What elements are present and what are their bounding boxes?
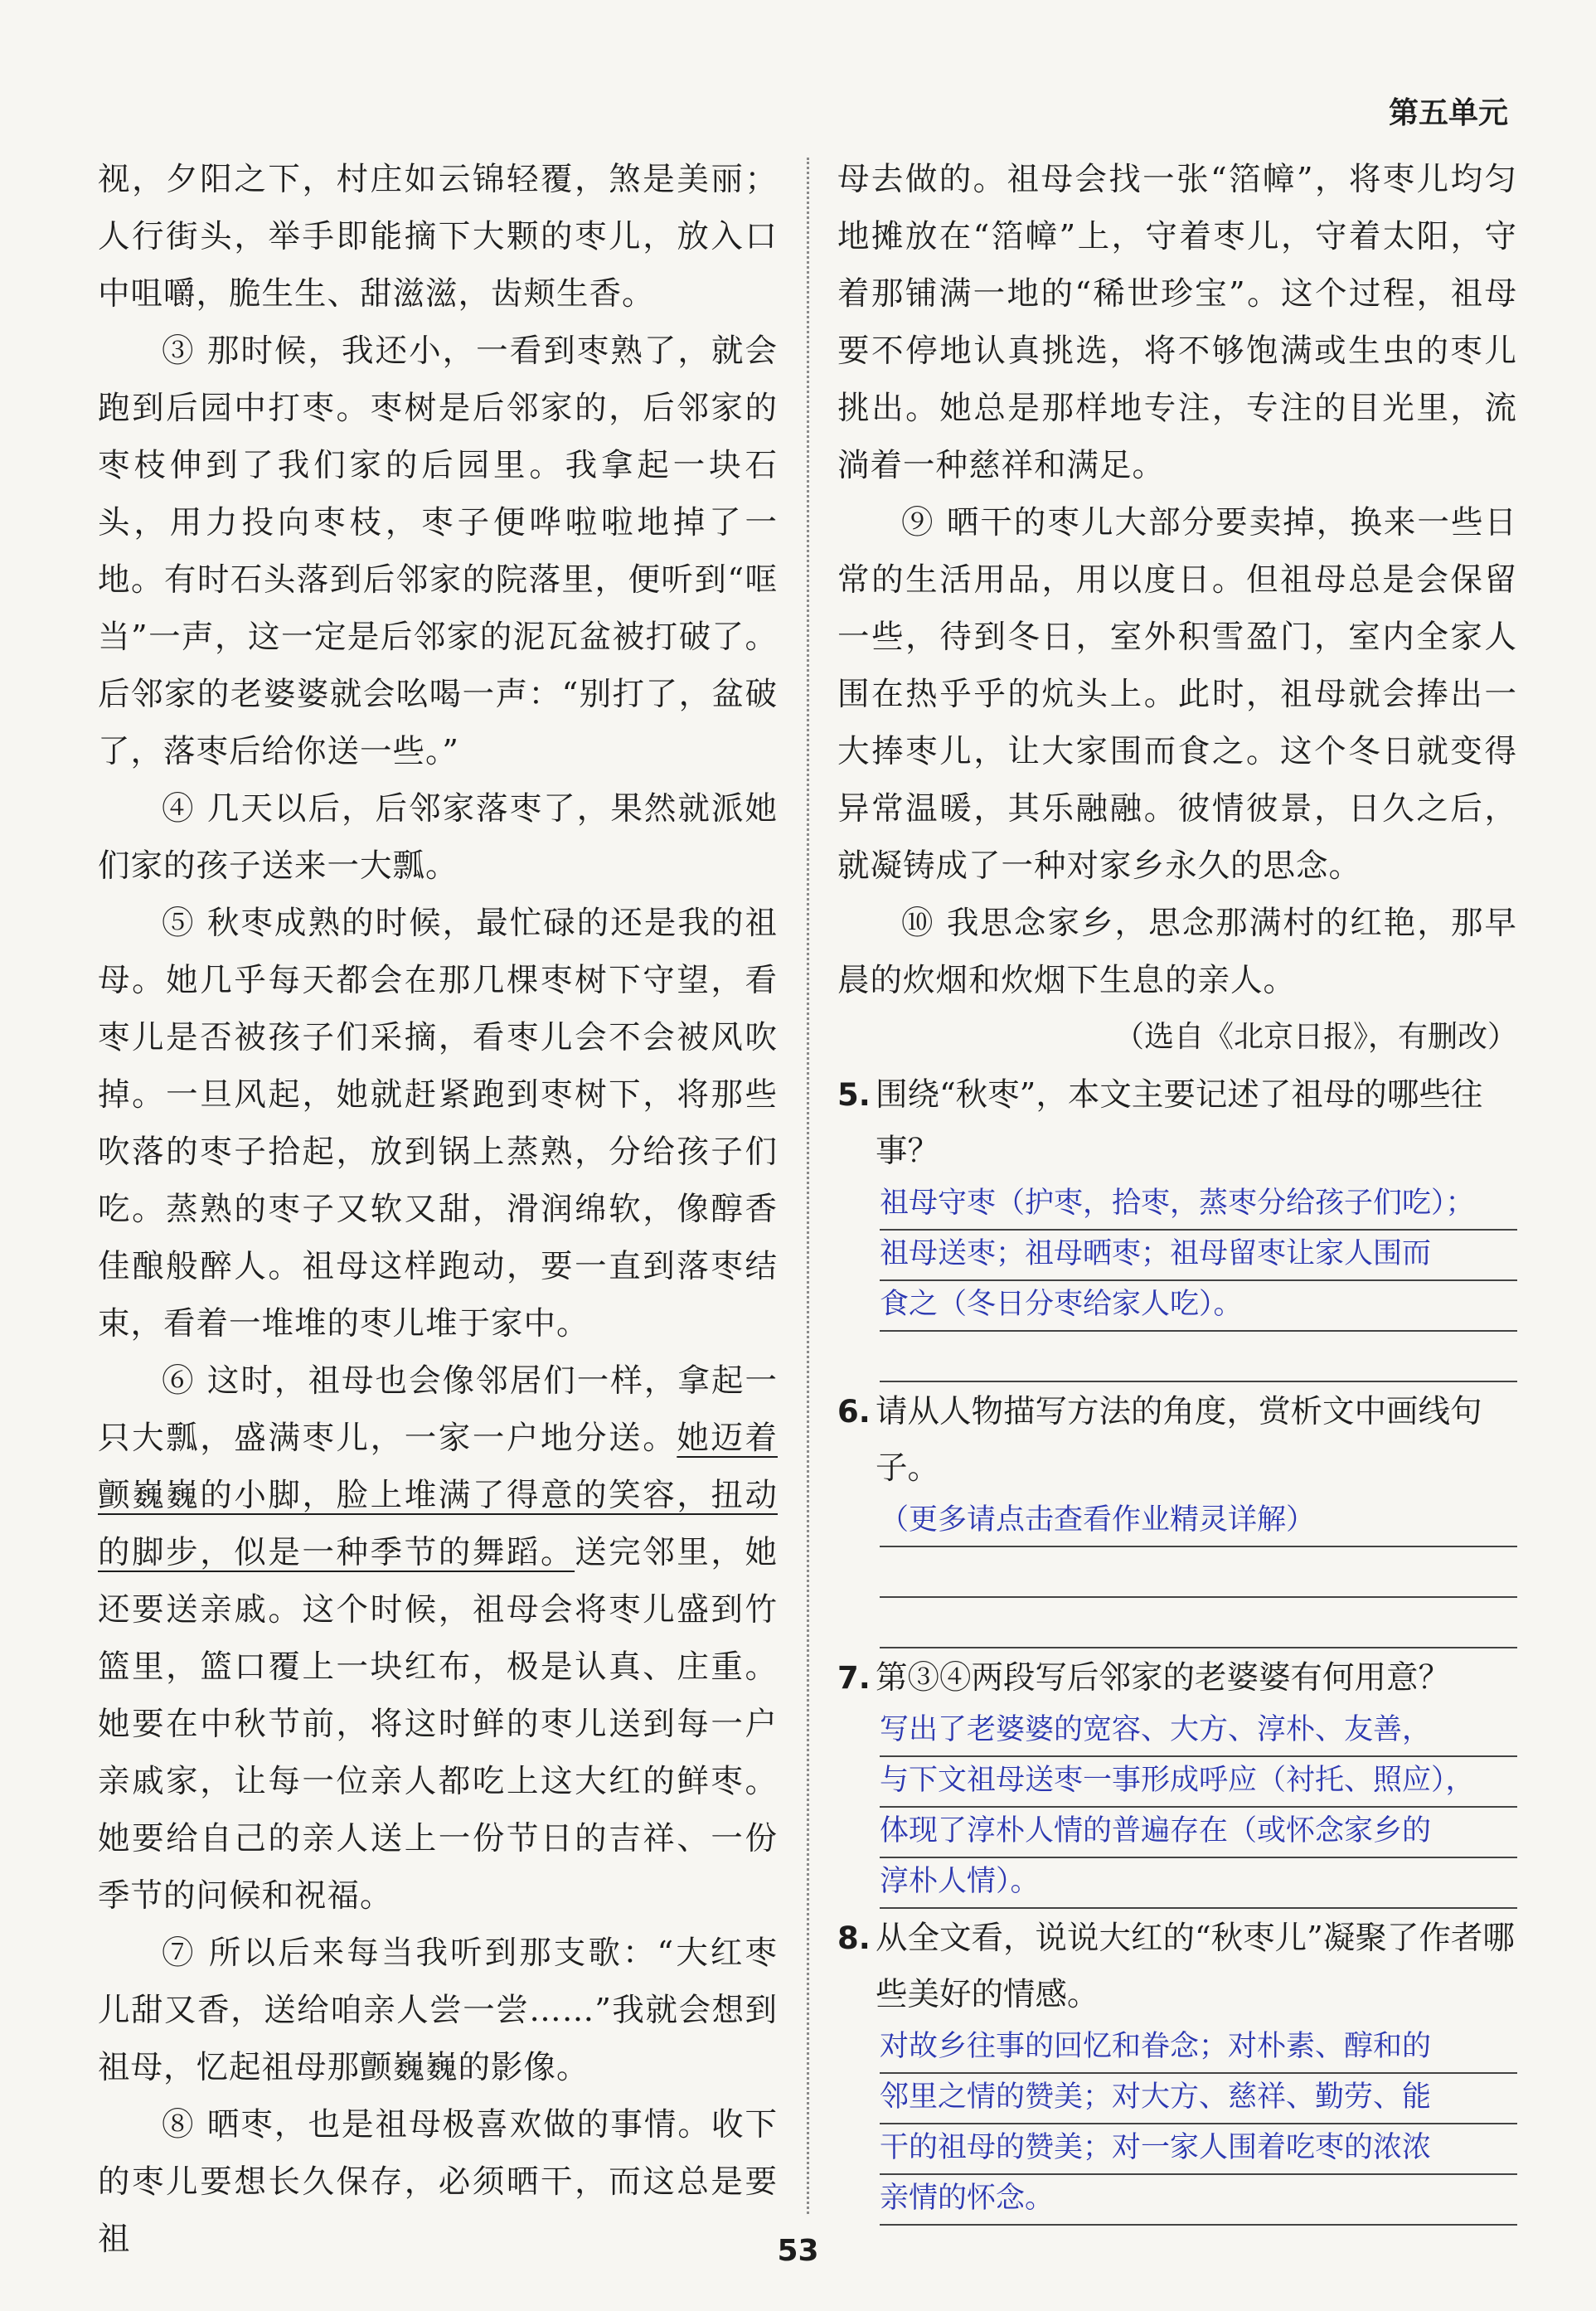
left-column: [98, 151, 778, 2268]
question-8: [837, 1910, 1517, 2226]
answer-line: 祖母守枣（护枣，拾枣，蒸枣分给孩子们吃）；: [880, 1180, 1517, 1231]
paragraph-4: ④ 几天以后，后邻家落枣了，果然就派她们家的孩子送来一大瓢。: [98, 790, 778, 885]
question-6: [837, 1384, 1517, 1648]
answer-area: [880, 2023, 1517, 2226]
underlined-sentence: 她迈着颤巍巍的小脚，脸上堆满了得意的笑容，扭动的脚步，似是一种季节的舞蹈。: [98, 1420, 778, 1571]
source-citation: （选自《北京日报》，有删改）: [1113, 1020, 1517, 1054]
answer-line-blank: [880, 1598, 1517, 1648]
answer-line: 亲情的怀念。: [880, 2175, 1517, 2226]
question-5: [837, 1067, 1517, 1382]
answer-line: 与下文祖母送枣一事形成呼应（衬托、照应），: [880, 1757, 1517, 1808]
unit-header: 第五单元: [1388, 96, 1508, 130]
paragraph-8-end: 母去做的。祖母会找一张“箔幛”，将枣儿均匀地摊放在“箔幛”上，守着枣儿，守着太阳，守着那铺满一地的“稀世珍宝”。这个过程，祖母要不停地认真挑选，将不够饱满或生虫的枣儿挑出。她总是那样地专注，专注的目光里，流淌着一种慈祥和满足。: [837, 161, 1517, 484]
paragraph-6-after: 送完邻里，她还要送亲戚。这个时候，祖母会将枣儿盛到竹篮里，篮口覆上一块红布，极是认真、庄重。她要在中秋节前，将这时鲜的枣儿送到每一户亲戚家，让每一位亲人都吃上这大红的鲜枣。她要给自己的亲人送上一份节日的吉祥、一份季节的问候和祝福。: [98, 1534, 778, 1915]
question-text: 请从人物描写方法的角度，赏析文中画线句子。: [876, 1393, 1482, 1487]
answer-line: 对故乡往事的回忆和眷念；对朴素、醇和的: [880, 2023, 1517, 2074]
answer-area: [880, 1180, 1517, 1382]
question-text: 围绕“秋枣”，本文主要记述了祖母的哪些往事？: [876, 1076, 1483, 1170]
question-number: 6.: [837, 1394, 871, 1430]
paragraph-9: ⑨ 晒干的枣儿大部分要卖掉，换来一些日常的生活用品，用以度日。但祖母总是会保留一些，待到冬日，室外积雪盈门，室内全家人围在热乎乎的炕头上。此时，祖母就会捧出一大捧枣儿，让大家围而食之。这个冬日就变得异常温暖，其乐融融。彼情彼景，日久之后，就凝铸成了一种对家乡永久的思念。: [837, 504, 1517, 885]
answer-detail-link[interactable]: （更多请点击查看作业精灵详解）: [880, 1497, 1517, 1547]
answer-line: 体现了淳朴人情的普遍存在（或怀念家乡的: [880, 1808, 1517, 1858]
answer-line-blank: [880, 1332, 1517, 1382]
answer-area: [880, 1497, 1517, 1648]
paragraph-5: ⑤ 秋枣成熟的时候，最忙碌的还是我的祖母。她几乎每天都会在那几棵枣树下守望，看枣儿是否被孩子们采摘，看枣儿会不会被风吹掉。一旦风起，她就赶紧跑到枣树下，将那些吹落的枣子拾起，放到锅上蒸熟，分给孩子们吃。蒸熟的枣子又软又甜，滑润绵软，像醇香佳酿般醉人。祖母这样跑动，要一直到落枣结束，看着一堆堆的枣儿堆于家中。: [98, 905, 778, 1342]
answer-line: 干的祖母的赞美；对一家人围着吃枣的浓浓: [880, 2124, 1517, 2175]
question-7: [837, 1650, 1517, 1909]
answer-line: 淳朴人情）。: [880, 1858, 1517, 1909]
question-number: 5.: [837, 1077, 871, 1113]
paragraph-10: ⑩ 我思念家乡，思念那满村的红艳，那早晨的炊烟和炊烟下生息的亲人。: [837, 905, 1517, 999]
question-number: 8.: [837, 1920, 871, 1956]
paragraph-8: ⑧ 晒枣，也是祖母极喜欢做的事情。收下的枣儿要想长久保存，必须晒干，而这总是要祖: [98, 2106, 778, 2258]
question-number: 7.: [837, 1660, 871, 1696]
paragraph-6-before: ⑥ 这时，祖母也会像邻居们一样，拿起一只大瓢，盛满枣儿，一家一户地分送。: [98, 1362, 778, 1457]
paragraph-6: [98, 1352, 778, 1925]
answer-line-blank: [880, 1547, 1517, 1598]
paragraph-3: ③ 那时候，我还小，一看到枣熟了，就会跑到后园中打枣。枣树是后邻家的，后邻家的枣枝伸到了我们家的后园里。我拿起一块石头，用力投向枣枝，枣子便哗啦啦地掉了一地。有时石头落到后邻家的院落里，便听到“哐当”一声，这一定是后邻家的泥瓦盆被打破了。后邻家的老婆婆就会吆喝一声：“别打了，盆破了，落枣后给你送一些。”: [98, 333, 778, 770]
question-text: 从全文看，说说大红的“秋枣儿”凝聚了作者哪些美好的情感。: [876, 1920, 1515, 2013]
answer-line: 邻里之情的赞美；对大方、慈祥、勤劳、能: [880, 2074, 1517, 2124]
right-column: [837, 151, 1517, 2226]
paragraph-2-end: 视，夕阳之下，村庄如云锦轻覆，煞是美丽；人行街头，举手即能摘下大颗的枣儿，放入口中咀嚼，脆生生、甜滋滋，齿颊生香。: [98, 161, 778, 313]
answer-area: [880, 1707, 1517, 1909]
question-text: 第③④两段写后邻家的老婆婆有何用意？: [876, 1659, 1451, 1697]
answer-line: 食之（冬日分枣给家人吃）。: [880, 1281, 1517, 1332]
answer-line: 祖母送枣；祖母晒枣；祖母留枣让家人围而: [880, 1231, 1517, 1281]
answer-line: 写出了老婆婆的宽容、大方、淳朴、友善，: [880, 1707, 1517, 1757]
paragraph-7: ⑦ 所以后来每当我听到那支歌：“大红枣儿甜又香，送给咱亲人尝一尝……”我就会想到祖母，忆起祖母那颤巍巍的影像。: [98, 1935, 778, 2086]
column-divider: [807, 158, 809, 2214]
page-number: 53: [777, 2234, 819, 2268]
